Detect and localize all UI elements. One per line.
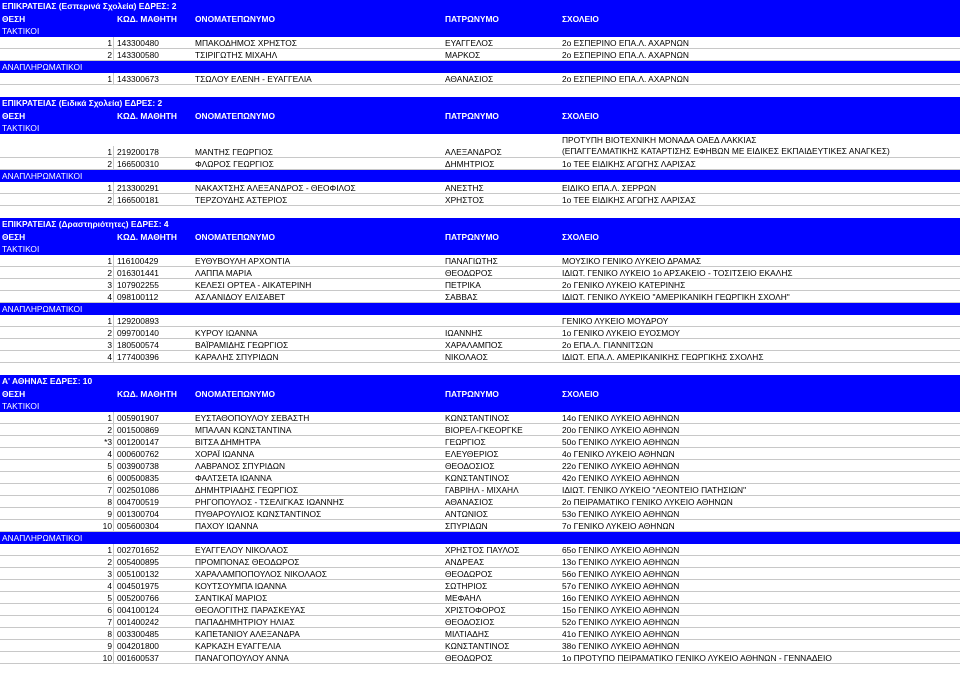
table-row xyxy=(0,49,960,61)
student-code-cell: 001300704 xyxy=(117,509,159,519)
full-name-cell: ΚΑΡΚΑΣΗ ΕΥΑΓΓΕΛΙΑ xyxy=(195,641,281,651)
full-name-cell: ΜΑΝΤΗΣ ΓΕΩΡΓΙΟΣ xyxy=(195,147,273,157)
position-cell: 1 xyxy=(2,412,114,424)
school-cell: ΙΔΙΩΤ. ΓΕΝΙΚΟ ΛΥΚΕΙΟ "ΛΕΟΝΤΕΙΟ ΠΑΤΗΣΙΩΝ" xyxy=(562,485,747,495)
father-name-cell: ΜΕΦΑΗΛ xyxy=(445,593,482,603)
full-name-cell: ΕΥΘΥΒΟΥΛΗ ΑΡΧΟΝΤΙΑ xyxy=(195,256,291,266)
table-row xyxy=(0,194,960,206)
table-row xyxy=(0,604,960,616)
student-code-cell: 004201800 xyxy=(117,641,159,651)
father-name-cell: ΜΑΡΚΟΣ xyxy=(445,50,481,60)
father-name-cell: ΜΙΛΤΙΑΔΗΣ xyxy=(445,629,490,639)
column-header-row xyxy=(0,388,960,400)
full-name-cell: ΦΛΩΡΟΣ ΓΕΩΡΓΙΟΣ xyxy=(195,159,274,169)
father-name-cell: ΑΛΕΞΑΝΔΡΟΣ xyxy=(445,147,502,157)
student-code-cell: 143300580 xyxy=(117,50,159,60)
position-cell: 1 xyxy=(2,315,114,327)
school-cell: 57ο ΓΕΝΙΚΟ ΛΥΚΕΙΟ ΑΘΗΝΩΝ xyxy=(562,581,680,591)
table-row xyxy=(0,424,960,436)
regular-label: ΤΑΚΤΙΚΟΙ xyxy=(0,243,960,255)
father-name-cell: ΧΑΡΑΛΑΜΠΟΣ xyxy=(445,340,503,350)
school-cell: 7ο ΓΕΝΙΚΟ ΛΥΚΕΙΟ ΑΘΗΝΩΝ xyxy=(562,521,675,531)
table-row xyxy=(0,652,960,664)
position-cell: 1 xyxy=(2,182,114,194)
student-code-cell: 005901907 xyxy=(117,413,159,423)
section-title: ΕΠΙΚΡΑΤΕΙΑΣ (Δραστηριότητες) ΕΔΡΕΣ: 4 xyxy=(0,218,960,231)
table-row xyxy=(0,339,960,351)
student-code-cell: 004700519 xyxy=(117,497,159,507)
school-line-2: (ΕΠΑΓΓΕΛΜΑΤΙΚΗΣ ΚΑΤΑΡΤΙΣΗΣ ΕΦΗΒΩΝ ΜΕ ΕΙΔΙΚΕΣ ΕΚΠΑΙΔΕΥΤΙΚΕΣ ΑΝΑΓΚΕΣ) xyxy=(562,146,890,156)
table-row xyxy=(0,592,960,604)
regular-label: ΤΑΚΤΙΚΟΙ xyxy=(0,122,960,134)
column-header-row xyxy=(0,13,960,25)
table-row xyxy=(0,628,960,640)
father-name-cell: ΒΙΟΡΕΛ-ΓΚΕΟΡΓΚΕ xyxy=(445,425,523,435)
header-student-code: ΚΩΔ. ΜΑΘΗΤΗ xyxy=(117,14,177,24)
position-cell: 8 xyxy=(2,628,114,640)
father-name-cell: ΚΩΝΣΤΑΝΤΙΝΟΣ xyxy=(445,473,510,483)
position-cell: 4 xyxy=(2,448,114,460)
substitutes-label: ΑΝΑΠΛΗΡΩΜΑΤΙΚΟΙ xyxy=(0,303,960,315)
full-name-cell: ΤΣΩΛΟΥ ΕΛΕΝΗ - ΕΥΑΓΓΕΛΙΑ xyxy=(195,74,312,84)
full-name-cell: ΛΑΠΠΑ ΜΑΡΙΑ xyxy=(195,268,252,278)
school-cell: 1ο ΤΕΕ ΕΙΔΙΚΗΣ ΑΓΩΓΗΣ ΛΑΡΙΣΑΣ xyxy=(562,195,696,205)
school-cell: 42ο ΓΕΝΙΚΟ ΛΥΚΕΙΟ ΑΘΗΝΩΝ xyxy=(562,473,680,483)
school-cell: 1ο ΓΕΝΙΚΟ ΛΥΚΕΙΟ ΕΥΟΣΜΟΥ xyxy=(562,328,681,338)
student-code-cell: 213300291 xyxy=(117,183,159,193)
father-name-cell: ΓΕΩΡΓΙΟΣ xyxy=(445,437,486,447)
school-cell: 2ο ΠΕΙΡΑΜΑΤΙΚΟ ΓΕΝΙΚΟ ΛΥΚΕΙΟ ΑΘΗΝΩΝ xyxy=(562,497,733,507)
father-name-cell: ΚΩΝΣΤΑΝΤΙΝΟΣ xyxy=(445,641,510,651)
position-cell: 6 xyxy=(2,472,114,484)
school-cell: 2ο ΕΣΠΕΡΙΝΟ ΕΠΑ.Λ. ΑΧΑΡΝΩΝ xyxy=(562,50,689,60)
full-name-cell: ΤΣΙΡΙΓΩΤΗΣ ΜΙΧΑΗΛ xyxy=(195,50,278,60)
school-cell: 52ο ΓΕΝΙΚΟ ΛΥΚΕΙΟ ΑΘΗΝΩΝ xyxy=(562,617,680,627)
father-name-cell: ΙΩΑΝΝΗΣ xyxy=(445,328,483,338)
full-name-cell: ΚΑΡΑΛΗΣ ΣΠΥΡΙΔΩΝ xyxy=(195,352,279,362)
school-cell: 2ο ΕΠΑ.Λ. ΓΙΑΝΝΙΤΣΩΝ xyxy=(562,340,653,350)
header-student-code: ΚΩΔ. ΜΑΘΗΤΗ xyxy=(117,389,177,399)
father-name-cell: ΑΝΔΡΕΑΣ xyxy=(445,557,485,567)
student-code-cell: 003900738 xyxy=(117,461,159,471)
full-name-cell: ΠΑΧΟΥ ΙΩΑΝΝΑ xyxy=(195,521,259,531)
position-cell: *3 xyxy=(2,436,114,448)
position-cell: 2 xyxy=(2,158,114,170)
position-cell: 6 xyxy=(2,604,114,616)
position-cell: 1 xyxy=(2,37,114,49)
father-name-cell: ΘΕΟΔΟΣΙΟΣ xyxy=(445,461,495,471)
student-code-cell: 166500310 xyxy=(117,159,159,169)
father-name-cell: ΘΕΟΔΩΡΟΣ xyxy=(445,268,493,278)
full-name-cell: ΠΥΘΑΡΟΥΛΙΟΣ ΚΩΝΣΤΑΝΤΙΝΟΣ xyxy=(195,509,322,519)
table-row xyxy=(0,315,960,327)
full-name-cell: ΜΠΑΛΑΝ ΚΩΝΣΤΑΝΤΙΝΑ xyxy=(195,425,292,435)
school-cell: ΙΔΙΩΤ. ΓΕΝΙΚΟ ΛΥΚΕΙΟ 1ο ΑΡΣΑΚΕΙΟ - ΤΟΣΙΤΣΕΙΟ ΕΚΑΛΗΣ xyxy=(562,268,793,278)
position-cell: 1 xyxy=(2,146,114,158)
column-header-row xyxy=(0,231,960,243)
section-title: ΕΠΙΚΡΑΤΕΙΑΣ (Εσπερινά Σχολεία) ΕΔΡΕΣ: 2 xyxy=(0,0,960,13)
student-code-cell: 016301441 xyxy=(117,268,159,278)
table-row xyxy=(0,73,960,85)
student-code-cell: 107902255 xyxy=(117,280,159,290)
position-cell: 7 xyxy=(2,616,114,628)
table-row xyxy=(0,472,960,484)
father-name-cell: ΧΡΗΣΤΟΣ ΠΑΥΛΟΣ xyxy=(445,545,520,555)
position-cell: 7 xyxy=(2,484,114,496)
position-cell: 3 xyxy=(2,339,114,351)
school-cell: 65ο ΓΕΝΙΚΟ ΛΥΚΕΙΟ ΑΘΗΝΩΝ xyxy=(562,545,680,555)
section-spacer xyxy=(0,363,960,375)
full-name-cell: ΚΑΠΕΤΑΝΙΟΥ ΑΛΕΞΑΝΔΡΑ xyxy=(195,629,300,639)
school-cell: 53ο ΓΕΝΙΚΟ ΛΥΚΕΙΟ ΑΘΗΝΩΝ xyxy=(562,509,680,519)
father-name-cell: ΣΠΥΡΙΔΩΝ xyxy=(445,521,488,531)
position-cell: 10 xyxy=(2,520,114,532)
full-name-cell: ΠΑΝΑΓΟΠΟΥΛΟΥ ΑΝΝΑ xyxy=(195,653,289,663)
header-father-name: ΠΑΤΡΩΝΥΜΟ xyxy=(445,232,499,242)
school-cell: ΜΟΥΣΙΚΟ ΓΕΝΙΚΟ ΛΥΚΕΙΟ ΔΡΑΜΑΣ xyxy=(562,256,702,266)
header-student-code: ΚΩΔ. ΜΑΘΗΤΗ xyxy=(117,111,177,121)
school-cell: 1ο ΤΕΕ ΕΙΔΙΚΗΣ ΑΓΩΓΗΣ ΛΑΡΙΣΑΣ xyxy=(562,159,696,169)
student-code-cell: 003300485 xyxy=(117,629,159,639)
column-header-row xyxy=(0,110,960,122)
position-cell: 4 xyxy=(2,580,114,592)
table-row xyxy=(0,412,960,424)
table-row xyxy=(0,640,960,652)
father-name-cell: ΑΝΕΣΤΗΣ xyxy=(445,183,484,193)
header-position: ΘΕΣΗ xyxy=(2,389,26,399)
position-cell: 5 xyxy=(2,460,114,472)
table-row xyxy=(0,327,960,339)
father-name-cell: ΓΑΒΡΙΗΛ - ΜΙΧΑΗΛ xyxy=(445,485,519,495)
student-code-cell: 001600537 xyxy=(117,653,159,663)
header-position: ΘΕΣΗ xyxy=(2,232,26,242)
table-row xyxy=(0,291,960,303)
table-row xyxy=(0,508,960,520)
full-name-cell: ΚΥΡΟΥ ΙΩΑΝΝΑ xyxy=(195,328,258,338)
table-row xyxy=(0,460,960,472)
student-code-cell: 098100112 xyxy=(117,292,159,302)
position-cell: 2 xyxy=(2,424,114,436)
student-code-cell: 180500574 xyxy=(117,340,159,350)
school-cell: ΙΔΙΩΤ. ΕΠΑ.Λ. ΑΜΕΡΙΚΑΝΙΚΗΣ ΓΕΩΡΓΙΚΗΣ ΣΧΟΛΗΣ xyxy=(562,352,764,362)
student-code-cell: 001200147 xyxy=(117,437,159,447)
father-name-cell: ΔΗΜΗΤΡΙΟΣ xyxy=(445,159,495,169)
table-row xyxy=(0,436,960,448)
header-student-code: ΚΩΔ. ΜΑΘΗΤΗ xyxy=(117,232,177,242)
position-cell: 3 xyxy=(2,279,114,291)
position-cell: 4 xyxy=(2,291,114,303)
full-name-cell: ΠΡΟΜΠΟΝΑΣ ΘΕΟΔΩΡΟΣ xyxy=(195,557,300,567)
father-name-cell: ΣΩΤΗΡΙΟΣ xyxy=(445,581,488,591)
table-row xyxy=(0,544,960,556)
school-cell: 22ο ΓΕΝΙΚΟ ΛΥΚΕΙΟ ΑΘΗΝΩΝ xyxy=(562,461,680,471)
full-name-cell: ΘΕΟΛΟΓΙΤΗΣ ΠΑΡΑΣΚΕΥΑΣ xyxy=(195,605,306,615)
header-school: ΣΧΟΛΕΙΟ xyxy=(562,111,599,121)
student-code-cell: 004501975 xyxy=(117,581,159,591)
header-full-name: ΟΝΟΜΑΤΕΠΩΝΥΜΟ xyxy=(195,111,275,121)
school-cell: 38ο ΓΕΝΙΚΟ ΛΥΚΕΙΟ ΑΘΗΝΩΝ xyxy=(562,641,680,651)
full-name-cell: ΑΣΛΑΝΙΔΟΥ ΕΛΙΣΑΒΕΤ xyxy=(195,292,286,302)
section-title: ΕΠΙΚΡΑΤΕΙΑΣ (Ειδικά Σχολεία) ΕΔΡΕΣ: 2 xyxy=(0,97,960,110)
position-cell: 10 xyxy=(2,652,114,664)
school-cell: ΙΔΙΩΤ. ΓΕΝΙΚΟ ΛΥΚΕΙΟ "ΑΜΕΡΙΚΑΝΙΚΗ ΓΕΩΡΓΙΚΗ ΣΧΟΛΗ" xyxy=(562,292,790,302)
school-cell: 20ο ΓΕΝΙΚΟ ΛΥΚΕΙΟ ΑΘΗΝΩΝ xyxy=(562,425,680,435)
school-cell: 1ο ΠΡΟΤΥΠΟ ΠΕΙΡΑΜΑΤΙΚΟ ΓΕΝΙΚΟ ΛΥΚΕΙΟ ΑΘΗΝΩΝ - ΓΕΝΝΑΔΕΙΟ xyxy=(562,653,832,663)
father-name-cell: ΕΛΕΥΘΕΡΙΟΣ xyxy=(445,449,499,459)
substitutes-label: ΑΝΑΠΛΗΡΩΜΑΤΙΚΟΙ xyxy=(0,170,960,182)
student-code-cell: 005200766 xyxy=(117,593,159,603)
header-father-name: ΠΑΤΡΩΝΥΜΟ xyxy=(445,111,499,121)
section-spacer xyxy=(0,85,960,97)
full-name-cell: ΝΑΚΑΧΤΣΗΣ ΑΛΕΞΑΝΔΡΟΣ - ΘΕΟΦΙΛΟΣ xyxy=(195,183,356,193)
full-name-cell: ΕΥΑΓΓΕΛΟΥ ΝΙΚΟΛΑΟΣ xyxy=(195,545,289,555)
substitutes-label: ΑΝΑΠΛΗΡΩΜΑΤΙΚΟΙ xyxy=(0,532,960,544)
student-code-cell: 002701652 xyxy=(117,545,159,555)
student-code-cell: 116100429 xyxy=(117,256,159,266)
full-name-cell: ΡΗΓΟΠΟΥΛΟΣ - ΤΣΕΛΙΓΚΑΣ ΙΩΑΝΝΗΣ xyxy=(195,497,345,507)
table-row xyxy=(0,37,960,49)
full-name-cell: ΛΑΒΡΑΝΟΣ ΣΠΥΡΙΔΩΝ xyxy=(195,461,286,471)
school-cell: 50ο ΓΕΝΙΚΟ ΛΥΚΕΙΟ ΑΘΗΝΩΝ xyxy=(562,437,680,447)
full-name-cell: ΒΙΤΣΑ ΔΗΜΗΤΡΑ xyxy=(195,437,261,447)
header-school: ΣΧΟΛΕΙΟ xyxy=(562,389,599,399)
father-name-cell: ΑΘΑΝΑΣΙΟΣ xyxy=(445,497,494,507)
table-row xyxy=(0,267,960,279)
position-cell: 2 xyxy=(2,327,114,339)
header-father-name: ΠΑΤΡΩΝΥΜΟ xyxy=(445,389,499,399)
header-full-name: ΟΝΟΜΑΤΕΠΩΝΥΜΟ xyxy=(195,14,275,24)
full-name-cell: ΚΟΥΤΣΟΥΜΠΑ ΙΩΑΝΝΑ xyxy=(195,581,287,591)
school-cell xyxy=(562,135,958,157)
table-row xyxy=(0,580,960,592)
position-cell: 2 xyxy=(2,49,114,61)
student-code-cell: 177400396 xyxy=(117,352,159,362)
student-code-cell: 005400895 xyxy=(117,557,159,567)
full-name-cell: ΕΥΣΤΑΘΟΠΟΥΛΟΥ ΣΕΒΑΣΤΗ xyxy=(195,413,310,423)
full-name-cell: ΧΑΡΑΛΑΜΠΟΠΟΥΛΟΣ ΝΙΚΟΛΑΟΣ xyxy=(195,569,327,579)
father-name-cell: ΝΙΚΟΛΑΟΣ xyxy=(445,352,488,362)
student-code-cell: 000500835 xyxy=(117,473,159,483)
school-cell: 56ο ΓΕΝΙΚΟ ΛΥΚΕΙΟ ΑΘΗΝΩΝ xyxy=(562,569,680,579)
father-name-cell: ΠΕΤΡΙΚΑ xyxy=(445,280,481,290)
header-full-name: ΟΝΟΜΑΤΕΠΩΝΥΜΟ xyxy=(195,389,275,399)
substitutes-label: ΑΝΑΠΛΗΡΩΜΑΤΙΚΟΙ xyxy=(0,61,960,73)
header-school: ΣΧΟΛΕΙΟ xyxy=(562,232,599,242)
position-cell: 9 xyxy=(2,640,114,652)
full-name-cell: ΧΟΡΑΪ ΙΩΑΝΝΑ xyxy=(195,449,255,459)
table-row xyxy=(0,158,960,170)
school-cell: ΓΕΝΙΚΟ ΛΥΚΕΙΟ ΜΟΥΔΡΟΥ xyxy=(562,316,669,326)
table-row xyxy=(0,484,960,496)
student-code-cell: 001400242 xyxy=(117,617,159,627)
full-name-cell: ΠΑΠΑΔΗΜΗΤΡΙΟΥ ΗΛΙΑΣ xyxy=(195,617,295,627)
regular-label: ΤΑΚΤΙΚΟΙ xyxy=(0,25,960,37)
father-name-cell: ΠΑΝΑΓΙΩΤΗΣ xyxy=(445,256,498,266)
school-cell: 16ο ΓΕΝΙΚΟ ΛΥΚΕΙΟ ΑΘΗΝΩΝ xyxy=(562,593,680,603)
student-code-cell: 143300673 xyxy=(117,74,159,84)
header-position: ΘΕΣΗ xyxy=(2,111,26,121)
father-name-cell: ΘΕΟΔΟΣΙΟΣ xyxy=(445,617,495,627)
student-code-cell: 129200893 xyxy=(117,316,159,326)
student-code-cell: 099700140 xyxy=(117,328,159,338)
school-cell: 14ο ΓΕΝΙΚΟ ΛΥΚΕΙΟ ΑΘΗΝΩΝ xyxy=(562,413,680,423)
position-cell: 2 xyxy=(2,556,114,568)
regular-label: ΤΑΚΤΙΚΟΙ xyxy=(0,400,960,412)
school-cell: 13ο ΓΕΝΙΚΟ ΛΥΚΕΙΟ ΑΘΗΝΩΝ xyxy=(562,557,680,567)
header-position: ΘΕΣΗ xyxy=(2,14,26,24)
school-cell: 2ο ΕΣΠΕΡΙΝΟ ΕΠΑ.Λ. ΑΧΑΡΝΩΝ xyxy=(562,38,689,48)
student-code-cell: 004100124 xyxy=(117,605,159,615)
header-full-name: ΟΝΟΜΑΤΕΠΩΝΥΜΟ xyxy=(195,232,275,242)
father-name-cell: ΚΩΝΣΤΑΝΤΙΝΟΣ xyxy=(445,413,510,423)
position-cell: 1 xyxy=(2,73,114,85)
full-name-cell: ΔΗΜΗΤΡΙΑΔΗΣ ΓΕΩΡΓΙΟΣ xyxy=(195,485,299,495)
position-cell: 1 xyxy=(2,544,114,556)
section-spacer xyxy=(0,206,960,218)
full-name-cell: ΒΑΪΡΑΜΙΔΗΣ ΓΕΩΡΓΙΟΣ xyxy=(195,340,289,350)
full-name-cell: ΜΠΑΚΟΔΗΜΟΣ ΧΡΗΣΤΟΣ xyxy=(195,38,297,48)
student-code-cell: 000600762 xyxy=(117,449,159,459)
table-row xyxy=(0,520,960,532)
student-code-cell: 219200178 xyxy=(117,147,159,157)
student-code-cell: 005100132 xyxy=(117,569,159,579)
table-row xyxy=(0,568,960,580)
father-name-cell: ΣΑΒΒΑΣ xyxy=(445,292,478,302)
student-code-cell: 166500181 xyxy=(117,195,159,205)
student-code-cell: 001500869 xyxy=(117,425,159,435)
header-school: ΣΧΟΛΕΙΟ xyxy=(562,14,599,24)
table-row xyxy=(0,255,960,267)
school-cell: 2ο ΓΕΝΙΚΟ ΛΥΚΕΙΟ ΚΑΤΕΡΙΝΗΣ xyxy=(562,280,686,290)
position-cell: 3 xyxy=(2,568,114,580)
position-cell: 2 xyxy=(2,194,114,206)
school-line-1: ΠΡΟΤΥΠΗ ΒΙΟΤΕΧΝΙΚΗ ΜΟΝΑΔΑ ΟΑΕΔ ΛΑΚΚΙΑΣ xyxy=(562,135,757,145)
position-cell: 4 xyxy=(2,351,114,363)
school-cell: 41ο ΓΕΝΙΚΟ ΛΥΚΕΙΟ ΑΘΗΝΩΝ xyxy=(562,629,680,639)
table-row xyxy=(0,182,960,194)
position-cell: 2 xyxy=(2,267,114,279)
full-name-cell: ΣΑΝΤΙΚΑΪ ΜΑΡΙΟΣ xyxy=(195,593,268,603)
father-name-cell: ΧΡΙΣΤΟΦΟΡΟΣ xyxy=(445,605,506,615)
school-cell: ΕΙΔΙΚΟ ΕΠΑ.Λ. ΣΕΡΡΩΝ xyxy=(562,183,657,193)
student-code-cell: 002501086 xyxy=(117,485,159,495)
father-name-cell: ΧΡΗΣΤΟΣ xyxy=(445,195,485,205)
position-cell: 1 xyxy=(2,255,114,267)
school-cell: 2ο ΕΣΠΕΡΙΝΟ ΕΠΑ.Λ. ΑΧΑΡΝΩΝ xyxy=(562,74,689,84)
full-name-cell: ΚΕΛΕΣΙ ΟΡΤΕΑ - ΑΙΚΑΤΕΡΙΝΗ xyxy=(195,280,312,290)
position-cell: 5 xyxy=(2,592,114,604)
table-row xyxy=(0,496,960,508)
table-row xyxy=(0,448,960,460)
header-father-name: ΠΑΤΡΩΝΥΜΟ xyxy=(445,14,499,24)
father-name-cell: ΕΥΑΓΓΕΛΟΣ xyxy=(445,38,494,48)
table-row xyxy=(0,279,960,291)
father-name-cell: ΘΕΟΔΩΡΟΣ xyxy=(445,653,493,663)
father-name-cell: ΑΘΑΝΑΣΙΟΣ xyxy=(445,74,494,84)
father-name-cell: ΑΝΤΩΝΙΟΣ xyxy=(445,509,488,519)
position-cell: 8 xyxy=(2,496,114,508)
full-name-cell: ΤΕΡΖΟΥΔΗΣ ΑΣΤΕΡΙΟΣ xyxy=(195,195,288,205)
table-row xyxy=(0,556,960,568)
full-name-cell: ΦΑΛΤΣΕΤΑ ΙΩΑΝΝΑ xyxy=(195,473,272,483)
section-title: Α' ΑΘΗΝΑΣ ΕΔΡΕΣ: 10 xyxy=(0,375,960,388)
table-row xyxy=(0,351,960,363)
father-name-cell: ΘΕΟΔΩΡΟΣ xyxy=(445,569,493,579)
table-row xyxy=(0,134,960,158)
school-cell: 15ο ΓΕΝΙΚΟ ΛΥΚΕΙΟ ΑΘΗΝΩΝ xyxy=(562,605,680,615)
student-code-cell: 143300480 xyxy=(117,38,159,48)
school-cell: 4ο ΓΕΝΙΚΟ ΛΥΚΕΙΟ ΑΘΗΝΩΝ xyxy=(562,449,675,459)
position-cell: 9 xyxy=(2,508,114,520)
student-code-cell: 005600304 xyxy=(117,521,159,531)
table-row xyxy=(0,616,960,628)
